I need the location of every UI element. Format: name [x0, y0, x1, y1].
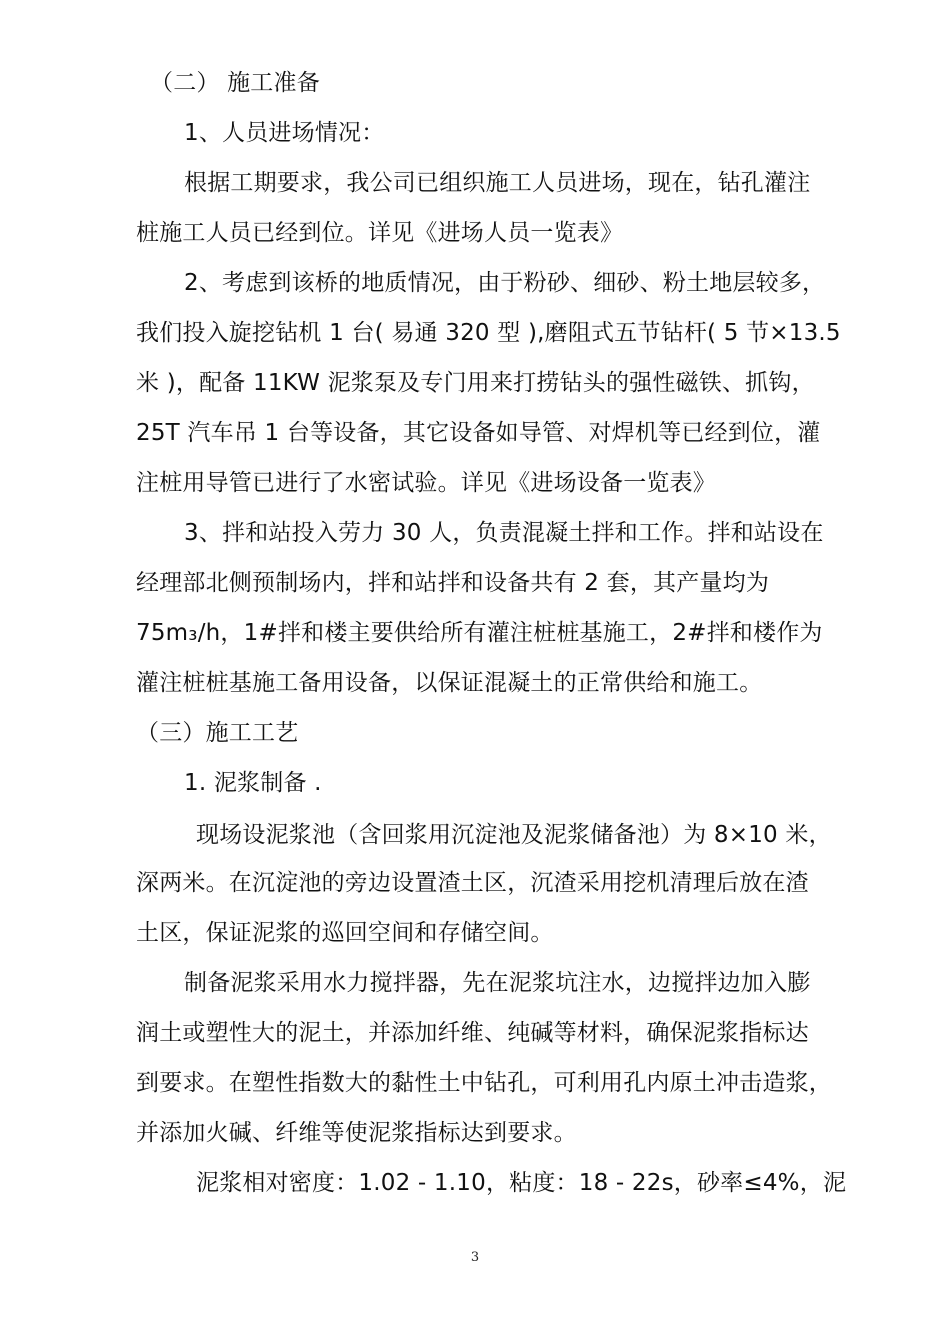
paragraph-line: 经理部北侧预制场内，拌和站拌和设备共有 2 套，其产量均为: [136, 570, 770, 596]
subheading-mud-preparation: 1. 泥浆制备 .: [184, 770, 322, 796]
paragraph-line: 深两米。在沉淀池的旁边设置渣土区，沉渣采用挖机清理后放在渣: [136, 870, 809, 896]
paragraph-line: 米 )，配备 11KW 泥浆泵及专门用来打捞钻头的强性磁铁、抓钩，: [136, 370, 815, 396]
paragraph-line: 3、拌和站投入劳力 30 人，负责混凝土拌和工作。拌和站设在: [184, 520, 824, 546]
paragraph-line: 25T 汽车吊 1 台等设备，其它设备如导管、对焊机等已经到位，灌: [136, 420, 821, 446]
paragraph-line: 注桩用导管已进行了水密试验。详见《进场设备一览表》: [136, 470, 716, 496]
paragraph-line: 土区，保证泥浆的巡回空间和存储空间。: [136, 920, 554, 946]
section-heading-construction-prep: （二） 施工准备: [150, 70, 320, 96]
paragraph-line: 到要求。在塑性指数大的黏性土中钻孔，可利用孔内原土冲击造浆，: [136, 1070, 832, 1096]
paragraph-line: 润土或塑性大的泥土，并添加纤维、纯碱等材料，确保泥浆指标达: [136, 1020, 809, 1046]
paragraph-line: 2、考虑到该桥的地质情况，由于粉砂、细砂、粉土地层较多，: [184, 270, 826, 296]
paragraph-line: 制备泥浆采用水力搅拌器，先在泥浆坑注水，边搅拌边加入膨: [184, 970, 811, 996]
paragraph-line: 桩施工人员已经到位。详见《进场人员一览表》: [136, 220, 624, 246]
page-number: 3: [470, 1250, 480, 1265]
paragraph-line: 灌注桩桩基施工备用设备，以保证混凝土的正常供给和施工。: [136, 670, 763, 696]
paragraph-line: 75m₃/h，1#拌和楼主要供给所有灌注桩桩基施工，2#拌和楼作为: [136, 620, 823, 646]
paragraph-line: 泥浆相对密度：1.02 - 1.10，粘度：18 - 22s，砂率≤4%，泥: [196, 1170, 847, 1196]
paragraph-line: 根据工期要求，我公司已组织施工人员进场，现在，钻孔灌注: [184, 170, 811, 196]
paragraph-line: 现场设泥浆池（含回浆用沉淀池及泥浆储备池）为 8×10 米，: [196, 822, 832, 848]
subheading-personnel: 1、人员进场情况：: [184, 120, 385, 146]
paragraph-line: 并添加火碱、纤维等使泥浆指标达到要求。: [136, 1120, 577, 1146]
paragraph-line: 我们投入旋挖钻机 1 台( 易通 320 型 ),磨阻式五节钻杆( 5 节×13.5: [136, 320, 841, 346]
section-heading-construction-process: （三）施工工艺: [136, 720, 299, 746]
